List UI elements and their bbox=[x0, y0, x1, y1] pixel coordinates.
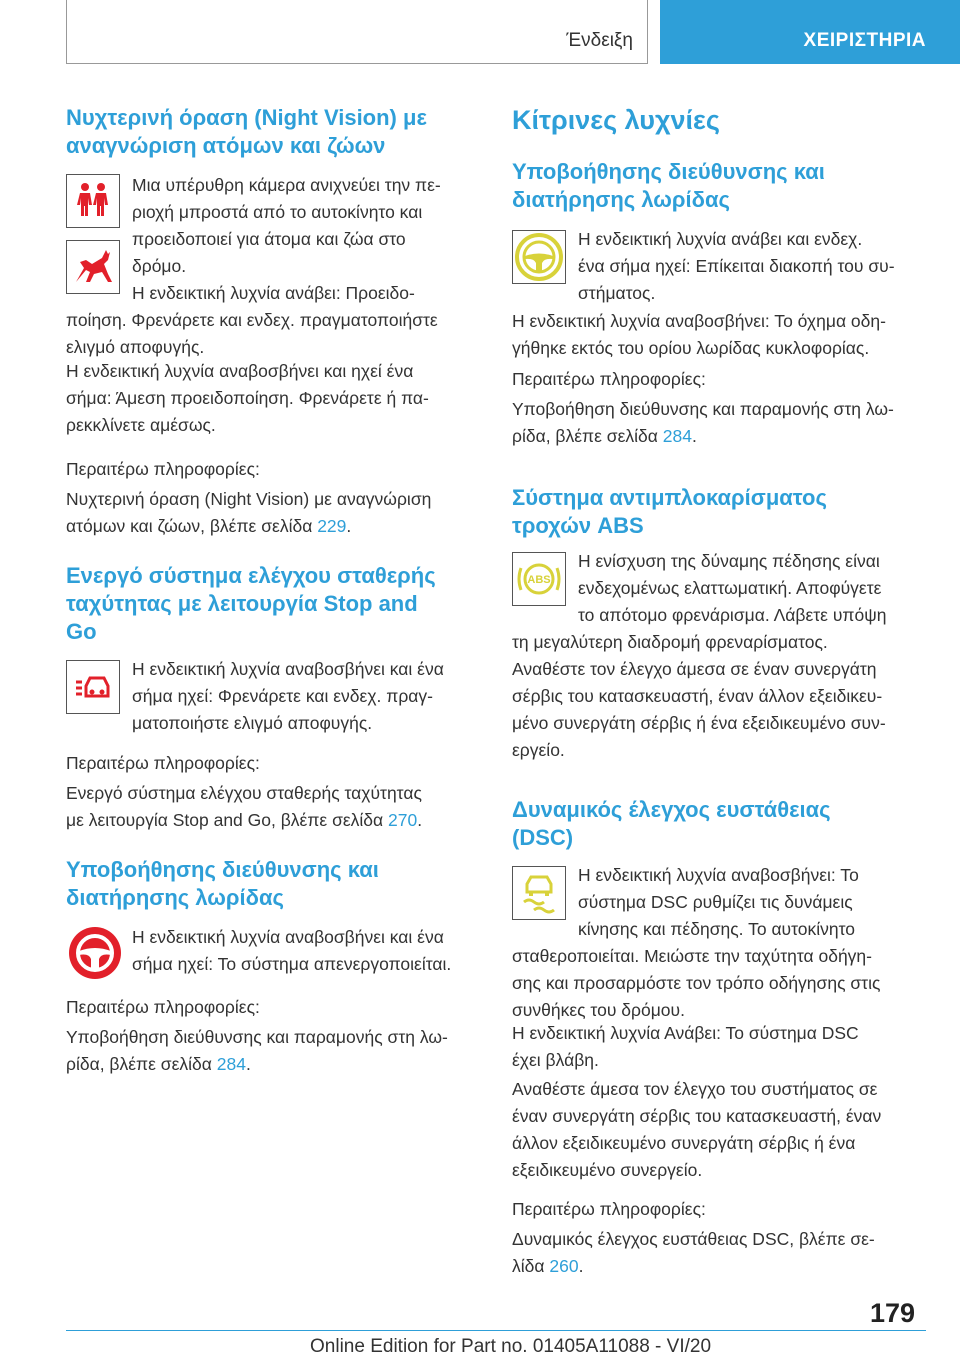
acc-stop-go-reference: Ενεργό σύστημα ελέγχου σταθερής ταχύτητας με λειτουργία Stop and Go, βλέπε σελίδα 270. bbox=[66, 783, 423, 830]
dsc-fault-note: Η ενδεικτική λυχνία Ανάβει: Το σύστημα DSC έχει βλάβη. bbox=[512, 1023, 859, 1070]
dsc-description-cont: σταθεροποιείται. Μειώστε την ταχύτητα οδήγη- σης και προσαρμόστε τον τρόπο οδήγησης στις συνθήκες του δρόμου. bbox=[512, 946, 881, 1020]
night-vision-page-link[interactable]: 229 bbox=[317, 516, 347, 536]
dsc-more-info: Περαιτέρω πληροφορίες: bbox=[512, 1199, 706, 1219]
dsc-service-note: Αναθέστε άμεσα τον έλεγχο του συστήματος σε έναν συνεργάτη σέρβις του κατασκευαστή, έναν άλλον εξειδικευμένο συνεργάτη σέρβις ή ένα εξειδικευμένο συνεργείο. bbox=[512, 1079, 882, 1180]
steering-assist-red-description: Η ενδεικτική λυχνία αναβοσβήνει και ένα σήμα ηχεί: Το σύστημα απενεργοποιείται. bbox=[132, 927, 452, 974]
steering-red-more-info: Περαιτέρω πληροφορίες: bbox=[66, 997, 260, 1017]
night-vision-light-on: Η ενδεικτική λυχνία ανάβει: Προειδο- ποίηση. Φρενάρετε και ενδεχ. πραγματοποιήστε ελιγμό αποφυγής. bbox=[66, 283, 438, 357]
dsc-page-link[interactable]: 260 bbox=[549, 1256, 579, 1276]
steering-yellow-flash: Η ενδεικτική λυχνία αναβοσβήνει: Το όχημα οδη- γήθηκε εκτός του ορίου λωρίδας κυκλοφορίας. bbox=[512, 311, 886, 358]
night-vision-reference: Νυχτερινή όραση (Night Vision) με αναγνώριση ατόμων και ζώων, βλέπε σελίδα 229. bbox=[66, 489, 432, 536]
abs-service-note: Αναθέστε τον έλεγχο άμεσα σε έναν συνεργάτη σέρβις του κατασκευαστή, έναν άλλον εξειδικευ- μένο συνεργάτη σέρβις ή ένα εξειδικευμένο συν- εργείο. bbox=[512, 659, 886, 760]
night-vision-more-info: Περαιτέρω πληροφορίες: bbox=[66, 459, 260, 479]
acc-page-link[interactable]: 270 bbox=[388, 810, 418, 830]
steering-yellow-page-link[interactable]: 284 bbox=[662, 426, 692, 446]
night-vision-description: Μια υπέρυθρη κάμερα ανιχνεύει την πε- ριοχή μπροστά από το αυτοκίνητο και προειδοποιεί για άτομα και ζώα στο δρόμο. bbox=[132, 175, 441, 276]
abs-description: Η ενίσχυση της δύναμης πέδησης είναι ενδεχομένως ελαττωματική. Αποφύγετε το απότομο φρενάρισμα. Λάβετε υπόψη bbox=[578, 551, 887, 625]
steering-yellow-more-info: Περαιτέρω πληροφορίες: bbox=[512, 369, 706, 389]
header-chapter-tab bbox=[660, 0, 960, 64]
abs-icon-text: ABS bbox=[527, 574, 551, 586]
acc-stop-go-description: Η ενδεικτική λυχνία αναβοσβήνει και ένα σήμα ηχεί: Φρενάρετε και ενδεχ. πραγ- ματοποιήστε ελιγμό αποφυγής. bbox=[132, 659, 444, 733]
acc-stop-go-heading: Ενεργό σύστημα ελέγχου σταθερής ταχύτητας με λειτουργία Stop and Go bbox=[66, 563, 436, 644]
abs-heading: Σύστημα αντιμπλοκαρίσματος τροχών ABS bbox=[512, 485, 827, 538]
steering-assist-red-reference: Υποβοήθηση διεύθυνσης και παραμονής στη λω- ρίδα, βλέπε σελίδα 284. bbox=[66, 1027, 448, 1074]
header-chapter-label: ΧΕΙΡΙΣΤΗΡΙΑ bbox=[803, 30, 926, 51]
steering-assist-yellow-reference: Υποβοήθηση διεύθυνσης και παραμονής στη λω- ρίδα, βλέπε σελίδα 284. bbox=[512, 399, 894, 446]
dsc-heading: Δυναμικός έλεγχος ευστάθειας (DSC) bbox=[512, 797, 831, 850]
dsc-description: Η ενδεικτική λυχνία αναβοσβήνει: Το σύστημα DSC ρυθμίζει τις δυνάμεις κίνησης και πέδησης. Το αυτοκίνητο bbox=[578, 865, 859, 939]
header-section-tab bbox=[66, 0, 648, 64]
footer-divider bbox=[66, 1330, 926, 1331]
header-section-label: Ένδειξη bbox=[566, 30, 633, 51]
dsc-reference: Δυναμικός έλεγχος ευστάθειας DSC, βλέπε σε- λίδα 260. bbox=[512, 1229, 875, 1276]
acc-more-info: Περαιτέρω πληροφορίες: bbox=[66, 753, 260, 773]
abs-description-last-line: τη μεγαλύτερη διαδρομή φρεναρίσματος. bbox=[512, 632, 828, 652]
footer-edition: Online Edition for Part no. 01405A11088 - VI/20 bbox=[310, 1336, 712, 1357]
steering-assist-heading-yellow: Υποβοήθησης διεύθυνσης και διατήρησης λωρίδας bbox=[512, 159, 825, 212]
night-vision-heading: Νυχτερινή όραση (Night Vision) με αναγνώριση ατόμων και ζώων bbox=[66, 105, 427, 158]
night-vision-light-flash: Η ενδεικτική λυχνία αναβοσβήνει και ηχεί ένα σήμα: Άμεση προειδοποίηση. Φρενάρετε ή πα- ρεκκλίνετε αμέσως. bbox=[66, 361, 429, 435]
steering-assist-yellow-description: Η ενδεικτική λυχνία ανάβει και ενδεχ. ένα σήμα ηχεί: Επίκειται διακοπή του συ- στήματος. bbox=[578, 229, 895, 303]
page-number: 179 bbox=[870, 1298, 916, 1328]
steering-red-page-link[interactable]: 284 bbox=[216, 1054, 246, 1074]
yellow-lights-heading: Κίτρινες λυχνίες bbox=[512, 105, 720, 135]
steering-assist-heading-red: Υποβοήθησης διεύθυνσης και διατήρησης λωρίδας bbox=[66, 857, 379, 910]
